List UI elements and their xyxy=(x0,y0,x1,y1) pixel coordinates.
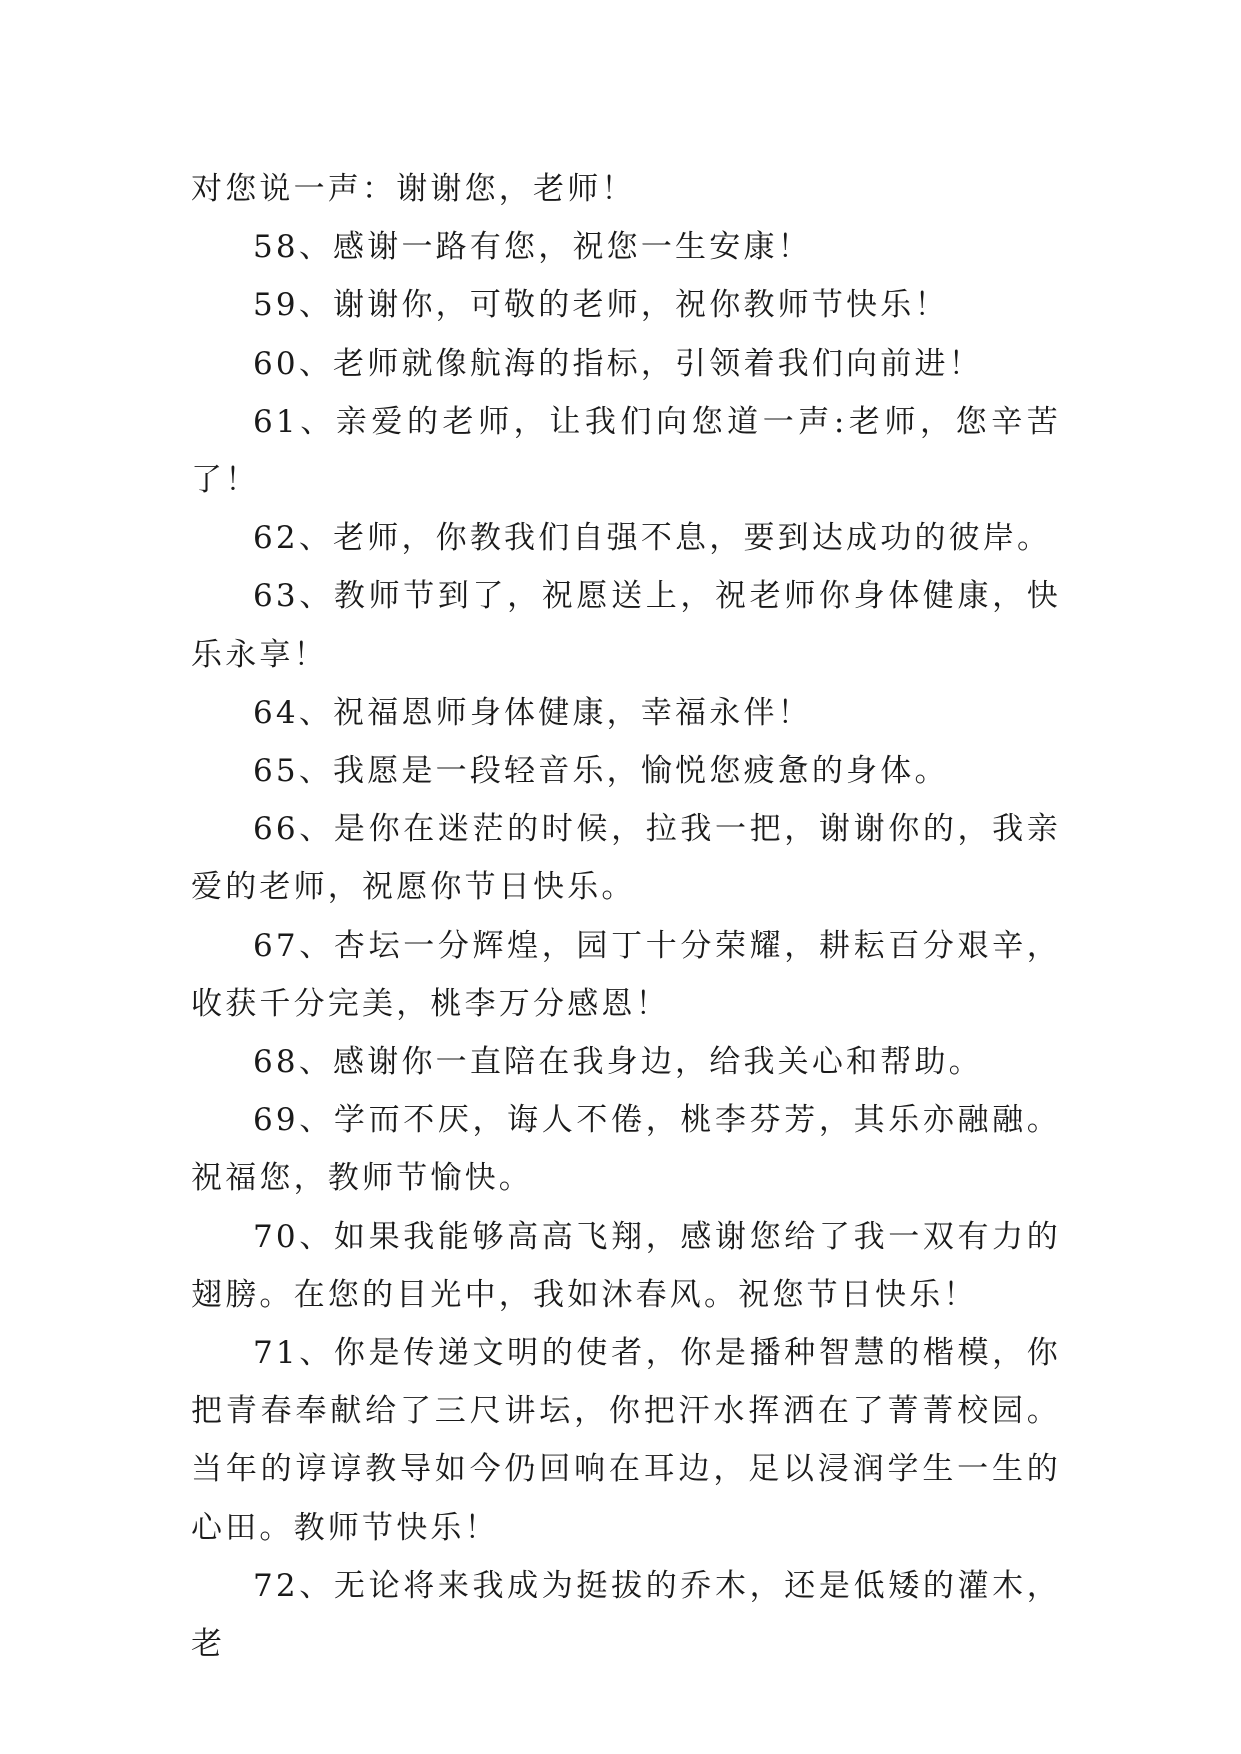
paragraph-59: 59、谢谢你，可敬的老师，祝你教师节快乐！ xyxy=(253,287,949,324)
paragraph-62: 62、老师，你教我们自强不息，要到达成功的彼岸。 xyxy=(253,520,1052,557)
paragraph-67: 67、杏坛一分辉煌，园丁十分荣耀，耕耘百分艰辛，收获千分完美，桃李万分感恩！ xyxy=(191,927,1061,1022)
document-body xyxy=(191,160,1061,1673)
paragraph-71: 71、你是传递文明的使者，你是播种智慧的楷模，你把青春奉献给了三尺讲坛，你把汗水挥洒在了菁菁校园。当年的谆谆教导如今仍回响在耳边，足以浸润学生一生的心田。教师节快乐！ xyxy=(191,1335,1061,1546)
paragraph-58: 58、感谢一路有您，祝您一生安康！ xyxy=(253,229,812,266)
paragraph-63: 63、教师节到了，祝愿送上，祝老师你身体健康，快乐永享！ xyxy=(191,578,1061,673)
paragraph-66: 66、是你在迷茫的时候，拉我一把，谢谢你的，我亲爱的老师，祝愿你节日快乐。 xyxy=(191,811,1061,906)
paragraph-65: 65、我愿是一段轻音乐，愉悦您疲惫的身体。 xyxy=(253,753,949,790)
paragraph-70: 70、如果我能够高高飞翔，感谢您给了我一双有力的翅膀。在您的目光中，我如沐春风。祝您节日快乐！ xyxy=(191,1218,1061,1313)
paragraph-69: 69、学而不厌，诲人不倦，桃李芬芳，其乐亦融融。祝福您，教师节愉快。 xyxy=(191,1102,1061,1197)
paragraph-68: 68、感谢你一直陪在我身边，给我关心和帮助。 xyxy=(253,1044,983,1081)
paragraph-64: 64、祝福恩师身体健康，幸福永伴！ xyxy=(253,694,812,731)
paragraph-60: 60、老师就像航海的指标，引领着我们向前进！ xyxy=(253,345,983,382)
paragraph-61: 61、亲爱的老师，让我们向您道一声:老师，您辛苦了！ xyxy=(191,403,1061,499)
paragraph-72: 72、无论将来我成为挺拔的乔木，还是低矮的灌木，老 xyxy=(191,1567,1061,1663)
paragraph-continuation: 对您说一声：谢谢您，老师！ xyxy=(191,171,636,207)
